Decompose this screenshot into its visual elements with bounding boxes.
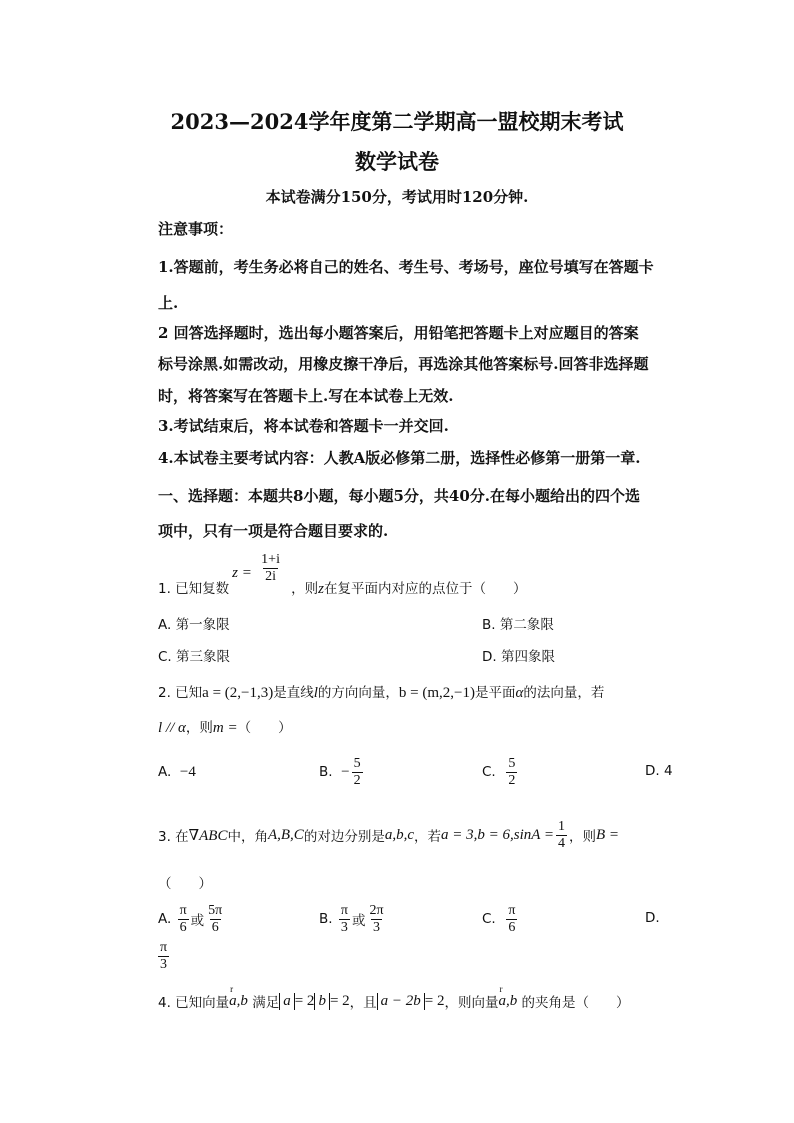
q3-option-c bbox=[482, 898, 519, 940]
q2-alpha: α bbox=[515, 685, 524, 701]
q1-numerator: 1+i bbox=[261, 552, 280, 567]
exam-subtitle: 数学试卷 bbox=[355, 149, 439, 174]
q3-option-a-frac-2 bbox=[206, 903, 224, 936]
q2-option-b-den: 2 bbox=[353, 772, 361, 788]
q3-option-d-fraction bbox=[158, 940, 169, 973]
q3-option-c-fraction bbox=[506, 903, 517, 936]
q2-option-b bbox=[319, 752, 365, 792]
q3-text-3: ，若 bbox=[414, 829, 441, 845]
q3-option-a-label: A. bbox=[158, 911, 172, 927]
q1-denominator: 2i bbox=[265, 569, 277, 584]
q3-option-b-or: 或 bbox=[351, 913, 366, 929]
q3-option-d-den: 3 bbox=[160, 957, 168, 972]
q2-option-c-fraction bbox=[506, 756, 517, 789]
q3-option-b-d1: 3 bbox=[340, 919, 348, 935]
q3-prefix: 3. 在 bbox=[158, 829, 189, 845]
q4-text-1: 满足 bbox=[252, 995, 280, 1011]
q2-paren: （ ） bbox=[237, 720, 292, 736]
q3-option-d-label: D. bbox=[645, 910, 660, 926]
q2-vector-b: b = (m,2,−1) bbox=[398, 685, 475, 701]
section-1-line-2: 项中，只有一项是符合题目要求的. bbox=[158, 522, 389, 540]
q3-triangle: ∇ABC bbox=[188, 827, 228, 844]
q4-cond-2-end: = 2 bbox=[424, 992, 445, 1009]
note-1-line-2: 上. bbox=[158, 294, 179, 312]
q3-text-1: 中，角 bbox=[227, 829, 268, 845]
q2-option-c bbox=[482, 752, 519, 792]
q4-text-2: ，且 bbox=[349, 995, 377, 1011]
q3-text-4: ，则 bbox=[569, 829, 597, 845]
q3-option-a-n1: π bbox=[179, 902, 187, 918]
q1-option-d: D. 第四象限 bbox=[482, 649, 555, 665]
q1-option-b: B. 第二象限 bbox=[482, 617, 554, 633]
note-2-line-3: 时，将答案写在答题卡上.写在本试卷上无效. bbox=[158, 387, 454, 405]
question-2-line-1 bbox=[158, 681, 604, 702]
q3-option-b-d2: 3 bbox=[372, 919, 380, 935]
q2-text-5: ，则 bbox=[185, 720, 213, 736]
q3-sin-fraction bbox=[556, 819, 567, 852]
q3-B-eq: B = bbox=[596, 826, 620, 843]
note-2-line-2: 标号涂黑.如需改动，用橡皮擦干净后，再选涂其他答案标号.回答非选择题 bbox=[158, 355, 649, 373]
q4-prefix: 4. 已知向量 bbox=[158, 995, 230, 1011]
q2-vector-a: a = (2,−1,3) bbox=[202, 685, 274, 701]
q1-z: z bbox=[318, 581, 325, 597]
q2-option-c-den: 2 bbox=[508, 772, 516, 788]
q4-text-4: 的夹角是（ ） bbox=[521, 995, 630, 1011]
note-1-line-1: 1.答题前，考生务必将自己的姓名、考生号、考场号，座位号填写在答题卡 bbox=[158, 258, 654, 276]
q3-option-a-or: 或 bbox=[190, 913, 205, 929]
q1-option-a: A. 第一象限 bbox=[158, 617, 230, 633]
q2-m-eq: m = bbox=[212, 720, 238, 736]
q3-option-d bbox=[156, 940, 171, 973]
q2-option-a-label: A. bbox=[158, 764, 172, 780]
exam-info: 本试卷满分150分，考试用时120分钟. bbox=[265, 188, 529, 206]
q1-mid: ，则 bbox=[291, 581, 319, 597]
q1-fraction bbox=[259, 552, 282, 585]
question-3-line-1 bbox=[158, 814, 619, 856]
q3-sin-num: 1 bbox=[558, 818, 566, 834]
q4-cond-1-mid: = 2 bbox=[294, 992, 315, 1009]
q3-option-a-d2: 6 bbox=[211, 919, 219, 935]
q2-text-1: 是直线 bbox=[273, 685, 314, 701]
q2-option-d: D. 4 bbox=[645, 763, 673, 779]
q3-option-b-n1: π bbox=[340, 902, 348, 918]
q2-option-a-value: −4 bbox=[179, 763, 196, 780]
q3-option-a-frac-1 bbox=[178, 903, 189, 936]
q2-option-b-num: 5 bbox=[353, 755, 361, 771]
q3-angles: A,B,C bbox=[267, 826, 304, 843]
q3-option-a-n2: 5π bbox=[208, 902, 223, 918]
q1-prefix: 1. 已知复数 bbox=[158, 581, 230, 597]
question-1 bbox=[158, 552, 527, 602]
q4-vectors-2: r a,b bbox=[499, 993, 518, 1010]
q3-option-a-d1: 6 bbox=[179, 919, 187, 935]
q3-option-c-num: π bbox=[508, 902, 516, 918]
q3-option-c-label: C. bbox=[482, 911, 496, 927]
q3-option-b bbox=[319, 898, 388, 940]
q3-option-c-den: 6 bbox=[508, 919, 516, 935]
section-1-line-1: 一、选择题：本题共8小题，每小题5分，共40分.在每小题给出的四个选 bbox=[158, 487, 640, 505]
note-3: 3.考试结束后，将本试卷和答题卡一并交回. bbox=[158, 417, 449, 435]
q2-option-c-label: C. bbox=[482, 764, 496, 780]
q3-text-2: 的对边分别是 bbox=[303, 829, 385, 845]
q1-option-c: C. 第三象限 bbox=[158, 649, 231, 665]
note-4: 4.本试卷主要考试内容：人教A版必修第二册，选择性必修第一册第一章. bbox=[158, 449, 641, 467]
q2-text-4: 的法向量，若 bbox=[523, 685, 605, 701]
exam-title: 2023—2024学年度第二学期高一盟校期末考试 bbox=[170, 109, 624, 134]
q4-abs-diff: a − 2b bbox=[377, 993, 425, 1010]
q4-vectors: r a,b bbox=[229, 993, 248, 1010]
q3-option-b-frac-1 bbox=[339, 903, 350, 936]
question-4 bbox=[158, 988, 630, 1014]
q3-given: a = 3,b = 6,sinA = bbox=[441, 826, 555, 843]
q2-option-b-fraction bbox=[352, 756, 363, 789]
q4-abs-b: b bbox=[314, 993, 330, 1010]
q2-text-3: 是平面 bbox=[475, 685, 516, 701]
q4-text-3: ，则向量 bbox=[444, 995, 499, 1011]
question-2-line-2 bbox=[158, 716, 292, 737]
q2-condition: l // α bbox=[158, 720, 186, 736]
q3-option-b-frac-2 bbox=[367, 903, 385, 936]
q3-sin-den: 4 bbox=[558, 835, 566, 851]
q3-option-b-label: B. bbox=[319, 911, 333, 927]
q4-abs-a: a bbox=[279, 993, 295, 1010]
q3-option-a bbox=[158, 898, 226, 940]
q3-option-d-num: π bbox=[160, 940, 168, 955]
q3-option-b-n2: 2π bbox=[369, 902, 384, 918]
q1-suffix: 在复平面内对应的点位于（ ） bbox=[324, 581, 527, 597]
q2-line-l: l bbox=[313, 685, 318, 701]
q1-z-eq: z = bbox=[232, 565, 252, 581]
q2-text-2: 的方向向量， bbox=[317, 685, 399, 701]
note-2-line-1: 2 回答选择题时，选出每小题答案后，用铅笔把答题卡上对应题目的答案 bbox=[158, 324, 639, 342]
q3-paren: （ ） bbox=[158, 876, 212, 892]
q2-option-b-label: B. bbox=[319, 764, 333, 780]
q2-option-b-sign: − bbox=[341, 763, 350, 780]
q2-option-c-num: 5 bbox=[508, 755, 516, 771]
q2-option-a bbox=[158, 752, 196, 792]
notes-heading: 注意事项： bbox=[158, 220, 234, 238]
q4-cond-1-end: = 2 bbox=[329, 992, 350, 1009]
q3-sides: a,b,c bbox=[384, 826, 414, 843]
q2-prefix: 2. 已知 bbox=[158, 685, 203, 701]
